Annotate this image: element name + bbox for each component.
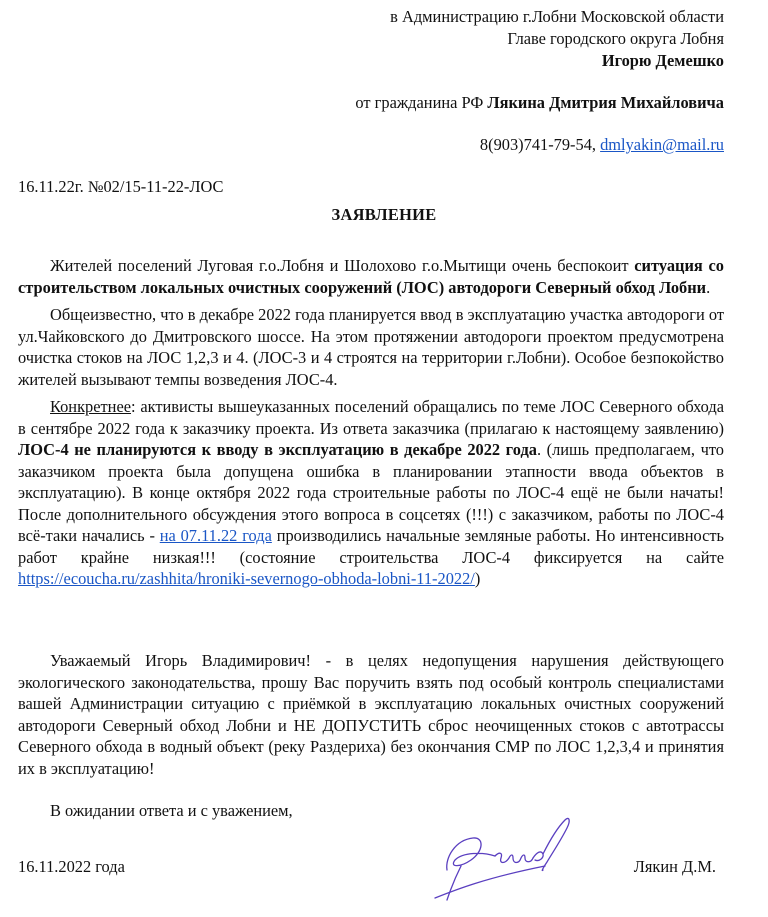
footer-signer-name: Лякин Д.М. (633, 857, 716, 876)
paragraph-2: Общеизвестно, что в декабре 2022 года планируется ввод в эксплуатацию участка автодороги от ул.Чайковского до Дмитровского шоссе. На этом протяжении автодороги проектом предусмотрена очистка стоков на ЛОС 1,2,3 и 4. (ЛОС-3 и 4 строятся на территории г.Лобни). Особое безпокойство жителей вызывают темпы возведения ЛОС-4. (18, 305, 724, 389)
p3-underlined-word: Конкретнее (50, 397, 132, 416)
document-title: ЗАЯВЛЕНИЕ (331, 205, 437, 224)
contact-line (480, 134, 724, 156)
registration-number: 16.11.22г. №02/15-11-22-ЛОС (18, 177, 224, 196)
site-link[interactable]: https://ecoucha.ru/zashhita/hroniki-severnogo-obhoda-lobni-11-2022/ (18, 569, 475, 588)
p1-emphasis: ситуация со строительством локальных очистных сооружений (ЛОС) автодороги Северный обход Лобни (18, 256, 724, 297)
sender-email-link[interactable]: dmlyakin@mail.ru (600, 135, 724, 154)
p1-text: Жителей поселений Луговая г.о.Лобня и Шолохово г.о.Мытищи очень беспокоит (50, 256, 635, 275)
request-block (18, 650, 724, 785)
p3-emphasis: ЛОС-4 не планируются к вводу в эксплуатацию в декабре 2022 года (18, 440, 537, 459)
p3-text-1: : активисты вышеуказанных поселений обращались по теме ЛОС Северного обхода в сентябре 2022 года к заказчику проекта. Из ответа заказчика (прилагаю к настоящему заявлению) (18, 397, 724, 438)
sender-name: Лякина Дмитрия Михайловича (487, 93, 724, 112)
recipient-name: Игорю Демешко (601, 51, 724, 70)
p1-end: . (706, 277, 711, 297)
paragraph-1 (18, 255, 724, 298)
sender-phone: 8(903)741-79-54, (479, 135, 601, 154)
date-link[interactable]: на 07.11.22 года (159, 526, 272, 545)
closing-phrase: В ожидании ответа и с уважением, (50, 801, 293, 820)
paragraph-3 (18, 396, 724, 590)
letter-body (18, 255, 724, 596)
recipient-line-2: Главе городского округа Лобня (507, 29, 724, 48)
paragraph-4: Уважаемый Игорь Владимирович! - в целях недопущения нарушения действующего экологического законодательства, прошу Вас поручить взять под особый контроль специалистами вашей Администрации ситуацию с приёмкой в эксплуатацию локальных очистных сооружений автодороги Северный обход Лобни и НЕ ДОПУСТИТЬ сброс неочищенных стоков с автотрассы Северного обхода в водный объект (реку Раздериха) без окончания СМР по ЛОС 1,2,3,4 и принятия их в эксплуатацию! (18, 651, 724, 778)
p3-text-2: . (лишь предполагаем, что заказчиком проекта была допущена ошибка в планировании этапности ввода объектов в эксплуатацию). В конце октября 2022 года строительные работы по ЛОС-4 ещё не были начаты! После дополнительного обсуждения этого вопроса в соцсетях (!!!) с заказчиком, работы по ЛОС-4 всё-таки начались - (18, 440, 725, 545)
sender-line (355, 92, 724, 114)
p3-end: ) (474, 569, 481, 588)
handwritten-signature-icon (425, 808, 585, 913)
footer-date: 16.11.2022 года (18, 857, 125, 876)
recipient-line-1: в Администрацию г.Лобни Московской области (390, 7, 724, 26)
sender-prefix: от гражданина РФ (355, 93, 488, 112)
p3-text-3: производились начальные земляные работы. Но интенсивность работ крайне низкая!!! (состояние строительства ЛОС-4 фиксируется на сайте (18, 526, 724, 567)
